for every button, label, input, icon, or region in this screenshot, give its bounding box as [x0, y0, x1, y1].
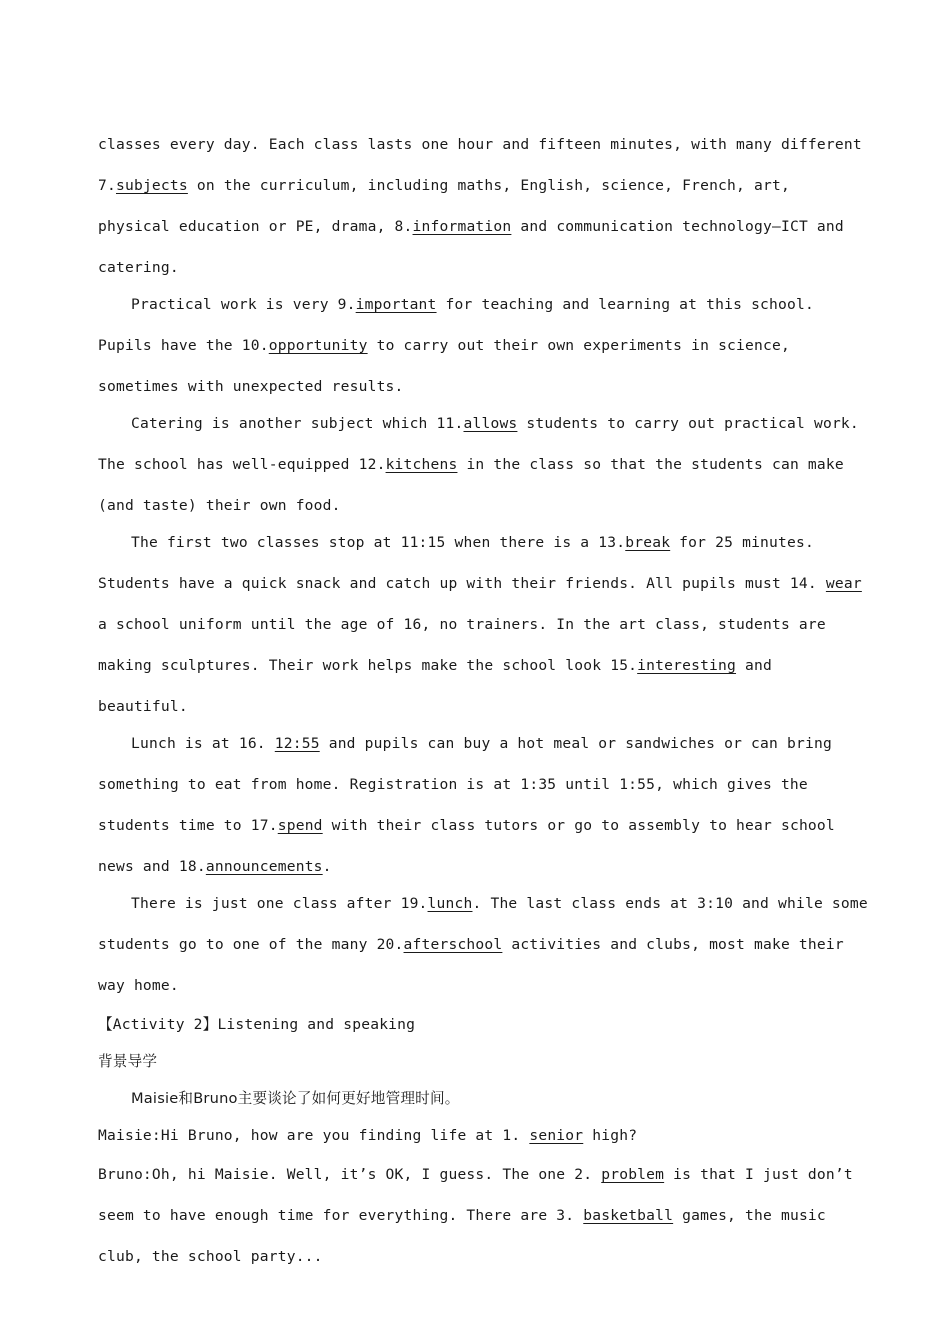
text: and pupils can buy a hot meal or sandwiches or can bring something to eat from home. Registration is at 1:35 until 1:55, which gives the students time to 17. — [98, 735, 832, 834]
text: Practical work is very 9. — [131, 296, 356, 313]
text: . The last class ends at 3:10 and while some students go to one of the many 20. — [98, 895, 868, 953]
text: . — [322, 858, 332, 875]
text: and communication technology—ICT and catering. — [98, 218, 844, 276]
answer-blank-d3: basketball — [583, 1207, 674, 1224]
paragraph-catering — [98, 403, 870, 526]
answer-blank-13: break — [625, 534, 671, 551]
answer-blank-14: wear — [825, 575, 862, 592]
text: classes every day. Each class lasts one hour and fifteen minutes, with many different 7. — [98, 136, 862, 194]
text: a school uniform until the age of 16, no trainers. In the art class, students are making sculptures. Their work helps make the school look 15. — [98, 616, 826, 674]
answer-blank-18: announcements — [205, 858, 323, 875]
text: Catering is another subject which 11. — [131, 415, 464, 432]
text: to carry out their own experiments in science, sometimes with unexpected results. — [98, 337, 790, 395]
text: on the curriculum, including maths, English, science, French, art, physical education or PE, drama, 8. — [98, 177, 790, 235]
answer-blank-19: lunch — [427, 895, 473, 912]
text: with their class tutors or go to assembly to hear school news and 18. — [98, 817, 835, 875]
answer-blank-10: opportunity — [268, 337, 368, 354]
text: activities and clubs, most make their way home. — [98, 936, 844, 994]
paragraph-subjects — [98, 124, 870, 288]
answer-blank-15: interesting — [637, 657, 737, 674]
answer-blank-9: important — [355, 296, 437, 313]
text: The first two classes stop at 11:15 when there is a 13. — [131, 534, 626, 551]
paragraph-break — [98, 522, 870, 727]
dialogue-line-maisie — [98, 1117, 870, 1154]
paragraph-last-class — [98, 883, 870, 1006]
activity-heading: 【Activity 2】Listening and speaking — [98, 1016, 416, 1033]
answer-blank-20: afterschool — [403, 936, 503, 953]
background-summary: Maisie和Bruno主要谈论了如何更好地管理时间。 — [131, 1090, 460, 1107]
answer-blank-11: allows — [463, 415, 518, 432]
answer-blank-7: subjects — [115, 177, 188, 194]
background-heading: 背景导学 — [98, 1053, 158, 1070]
answer-blank-16: 12:55 — [274, 735, 320, 752]
text: games, the music club, the school party... — [98, 1207, 826, 1265]
text: Bruno:Oh, hi Maisie. Well, it’s OK, I guess. The one 2. — [98, 1166, 602, 1183]
text: for teaching and learning at this school. Pupils have the 10. — [98, 296, 814, 354]
answer-blank-d2: problem — [601, 1166, 665, 1183]
answer-blank-d1: senior — [529, 1127, 584, 1144]
text: and beautiful. — [98, 657, 772, 715]
paragraph-lunch — [98, 723, 870, 887]
text: for 25 minutes. Students have a quick snack and catch up with their friends. All pupils must 14. — [98, 534, 826, 592]
text: high? — [583, 1127, 638, 1144]
paragraph-practical-work — [98, 284, 870, 407]
text: Maisie:Hi Bruno, how are you finding life at 1. — [98, 1127, 530, 1144]
dialogue-line-bruno — [98, 1154, 870, 1277]
text: is that I just don’t seem to have enough time for everything. There are 3. — [98, 1166, 853, 1224]
answer-blank-12: kitchens — [385, 456, 458, 473]
answer-blank-17: spend — [277, 817, 323, 834]
answer-blank-8: information — [412, 218, 512, 235]
text: students to carry out practical work. The school has well-equipped 12. — [98, 415, 859, 473]
text: There is just one class after 19. — [131, 895, 428, 912]
text: in the class so that the students can make (and taste) their own food. — [98, 456, 844, 514]
text: Lunch is at 16. — [131, 735, 275, 752]
